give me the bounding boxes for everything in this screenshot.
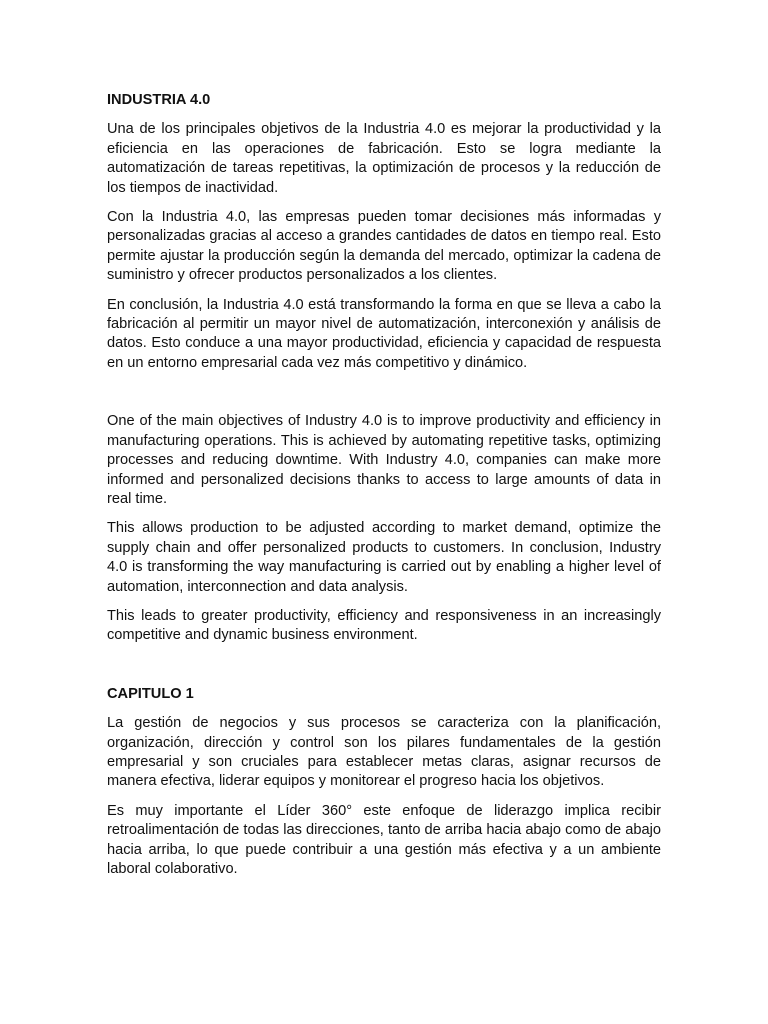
document-body	[107, 91, 661, 889]
paragraph-english-2: This allows production to be adjusted according to market demand, optimize the supply chain and offer personalized products to customers. In conclusion, Industry 4.0 is transforming the way manufacturing is carried out by enabling a higher level of automation, interconnection and data analysis.	[107, 520, 661, 595]
paragraph-industria-1: Una de los principales objetivos de la Industria 4.0 es mejorar la productividad y la eficiencia en las operaciones de fabricación. Esto se logra mediante la automatización de tareas repetitivas, la optimización de procesos y la reducción de los tiempos de inactividad.	[107, 121, 661, 196]
paragraph-english-3: This leads to greater productivity, efficiency and responsiveness in an increasingly competitive and dynamic business environment.	[107, 607, 661, 644]
paragraph-capitulo-1: La gestión de negocios y sus procesos se caracteriza con la planificación, organización, dirección y control son los pilares fundamentales de la gestión empresarial y son cruciales para establecer metas claras, asignar recursos de manera efectiva, liderar equipos y monitorear el progreso hacia los objetivos.	[107, 715, 661, 790]
paragraph-industria-3: En conclusión, la Industria 4.0 está transformando la forma en que se lleva a cabo la fabricación al permitir un mayor nivel de automatización, interconexión y análisis de datos. Esto conduce a una mayor productividad, eficiencia y capacidad de respuesta en un entorno empresarial cada vez más competitivo y dinámico.	[107, 296, 661, 371]
paragraph-industria-2: Con la Industria 4.0, las empresas pueden tomar decisiones más informadas y personalizadas gracias al acceso a grandes cantidades de datos en tiempo real. Esto permite ajustar la producción según la demanda del mercado, optimizar la cadena de suministro y ofrecer productos personalizados a los clientes.	[107, 209, 661, 284]
blank-space	[107, 656, 661, 685]
blank-space	[107, 383, 661, 412]
paragraph-english-1: One of the main objectives of Industry 4.0 is to improve productivity and efficiency in manufacturing operations. This is achieved by automating repetitive tasks, optimizing processes and reducing downtime. With Industry 4.0, companies can make more informed and personalized decisions thanks to access to large amounts of data in real time.	[107, 413, 661, 507]
paragraph-capitulo-2: Es muy importante el Líder 360° este enfoque de liderazgo implica recibir retroalimentación de todas las direcciones, tanto de arriba hacia abajo como de abajo hacia arriba, lo que puede contribuir a una gestión más efectiva y a un ambiente laboral colaborativo.	[107, 802, 661, 877]
section-heading-industria: INDUSTRIA 4.0	[107, 92, 211, 108]
section-heading-capitulo: CAPITULO 1	[107, 685, 194, 702]
